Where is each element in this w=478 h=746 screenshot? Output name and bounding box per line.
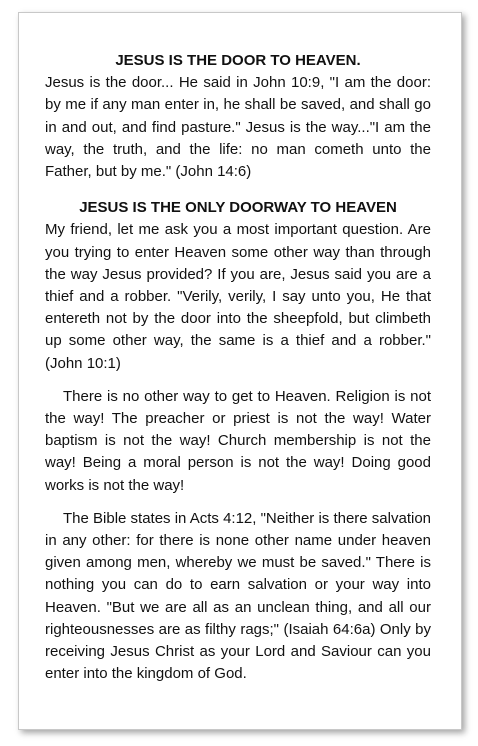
paragraph-question: My friend, let me ask you a most important question. Are you trying to enter Heaven some other way than through the way Jesus provided? If you are, Jesus said you are a thief and a robber. "Verily, verily, I say unto you, He that entereth not by the door into the sheepfold, but climbeth up some other way, the same is a thief and a robber." (John 10:1) <box>45 221 431 372</box>
paragraph-no-other-way: There is no other way to get to Heaven. Religion is not the way! The preacher or priest is not the way! Water baptism is not the way! Church membership is not the way! Being a moral person is not the way! Doing good works is not the way! <box>45 387 431 494</box>
paragraph-door: Jesus is the door... He said in John 10:9, "I am the door: by me if any man enter in, he shall be saved, and shall go in and out, and find pasture." Jesus is the way..."I am the way, the truth, and the life: no man cometh unto the Father, but by me." (John 14:6) <box>45 74 431 181</box>
paragraph-acts: The Bible states in Acts 4:12, "Neither is there salvation in any other: for there is none other name under heaven given among men, whereby we must be saved." There is nothing you can do to earn salvation or your way into Heaven. "But we are all as an unclean thing, and all our righteousnesses are as filthy rags;" (Isaiah 64:6a) Only by receiving Jesus Christ as your Lord and Saviour can you enter into the kingdom of God. <box>45 509 432 683</box>
section-heading-only-doorway: JESUS IS THE ONLY DOORWAY TO HEAVEN <box>79 199 397 217</box>
section-heading-door: JESUS IS THE DOOR TO HEAVEN. <box>115 52 361 69</box>
tract-content <box>45 50 431 685</box>
